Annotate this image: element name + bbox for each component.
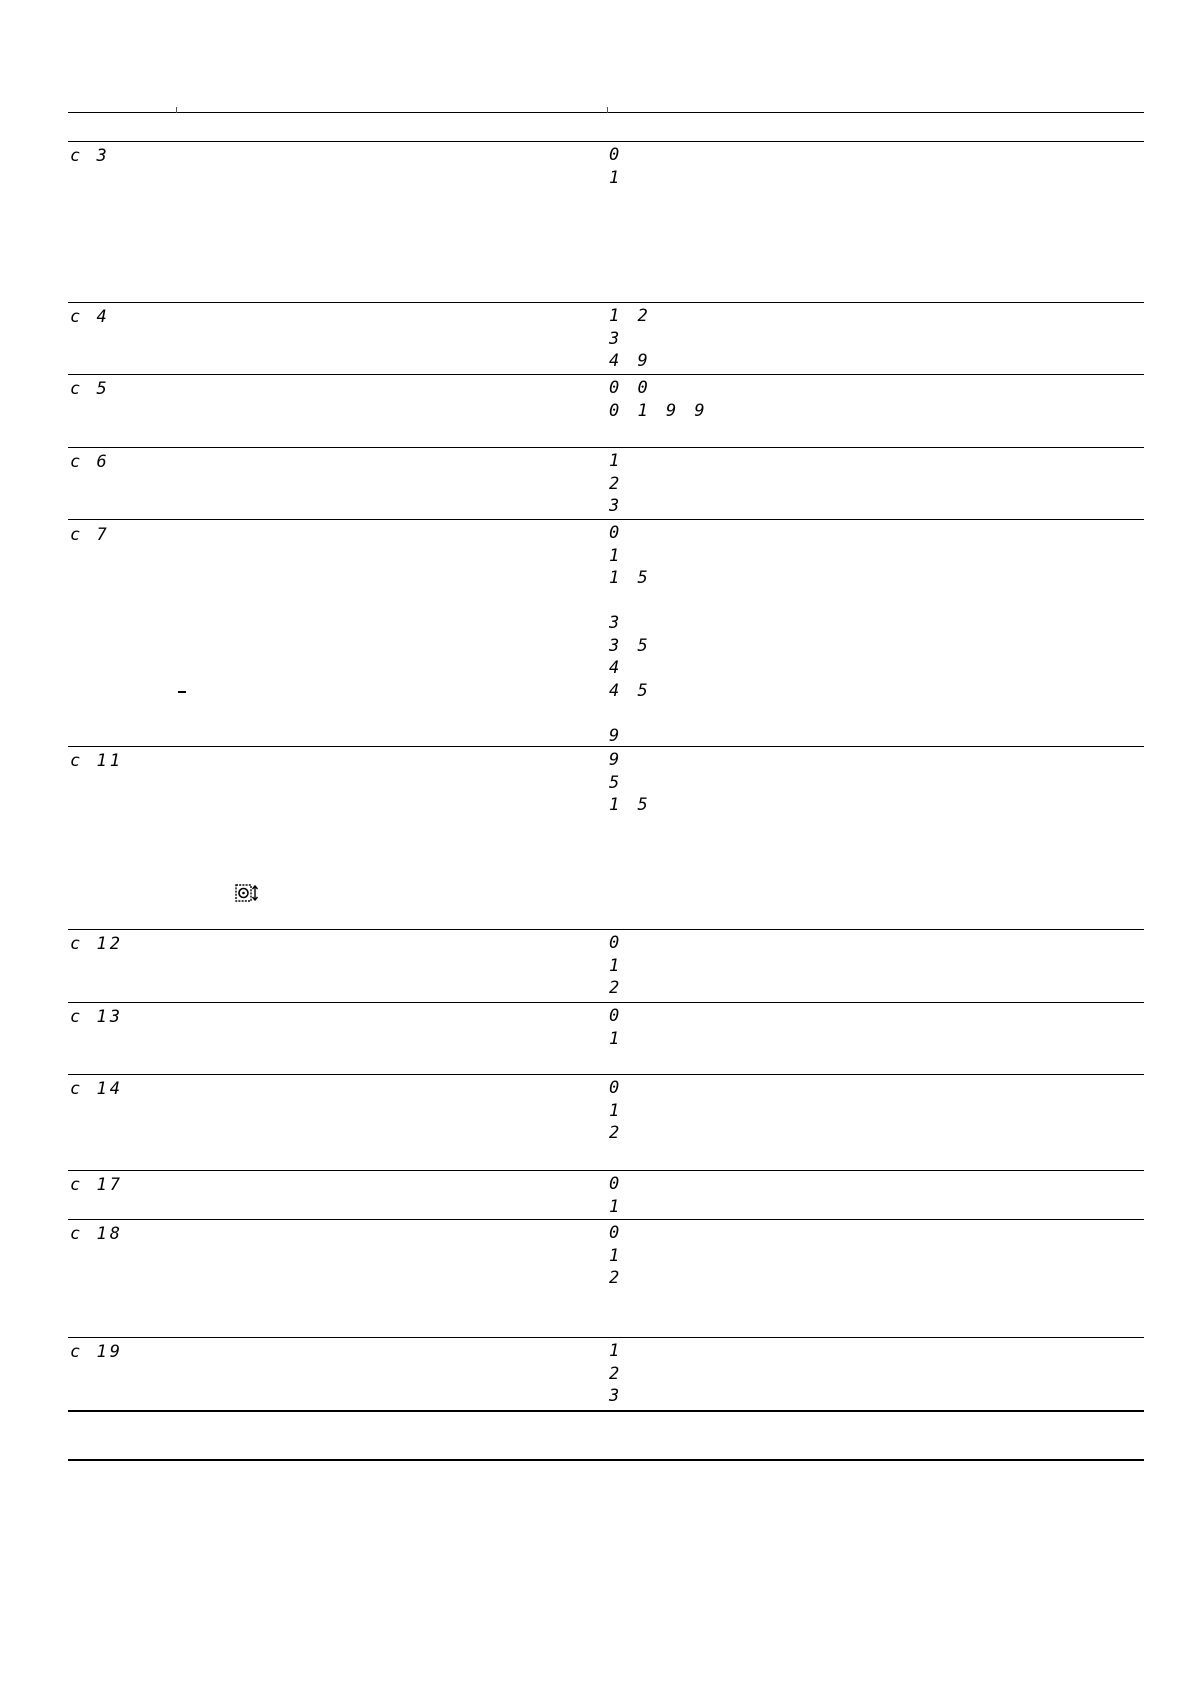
setting-value-spacer [609, 702, 652, 725]
setting-value: 0 [609, 933, 624, 953]
setting-values [609, 1222, 623, 1290]
header-column-tick [176, 107, 177, 113]
row-divider [68, 519, 1144, 520]
setting-values [609, 1005, 623, 1050]
setting-value: 9 [609, 750, 624, 770]
rotating-plate-updown-icon [235, 884, 259, 902]
setting-value: 1 2 [609, 306, 652, 326]
row-divider [68, 746, 1144, 747]
setting-value: 4 [609, 658, 624, 678]
setting-value: 0 [609, 1223, 624, 1243]
setting-code: c 6 [70, 452, 110, 472]
setting-value: 1 [609, 545, 624, 566]
setting-value: 1 [609, 451, 624, 471]
setting-values [609, 522, 652, 747]
setting-value: 5 [609, 772, 624, 793]
setting-value: 2 [609, 1268, 624, 1288]
setting-value: 3 [609, 1386, 624, 1406]
setting-value: 0 [609, 145, 624, 165]
setting-value: 1 5 [609, 795, 652, 815]
setting-code: c 3 [70, 146, 110, 166]
setting-values [609, 1173, 623, 1218]
setting-value: 1 [609, 1196, 624, 1217]
setting-code: c 13 [70, 1007, 123, 1027]
row-divider [68, 1219, 1144, 1220]
setting-value: 0 [609, 1006, 624, 1026]
row-divider [68, 447, 1144, 448]
setting-values [609, 450, 623, 518]
row-divider [68, 929, 1144, 930]
setting-value: 4 9 [609, 351, 652, 371]
setting-code: c 19 [70, 1342, 123, 1362]
setting-code: c 7 [70, 525, 110, 545]
table-header-bottom-rule [68, 141, 1144, 142]
setting-value: 1 [609, 1245, 624, 1266]
setting-value: 2 [609, 978, 624, 998]
dash-symbol [178, 691, 186, 693]
setting-value: 0 [609, 523, 624, 543]
setting-code: c 14 [70, 1079, 123, 1099]
row-divider [68, 1002, 1144, 1003]
setting-value: 1 [609, 955, 624, 976]
setting-values [609, 305, 652, 373]
setting-value: 9 [609, 725, 624, 746]
setting-code: c 17 [70, 1175, 123, 1195]
setting-value: 3 [609, 496, 624, 516]
setting-values [609, 144, 623, 189]
setting-values [609, 377, 709, 422]
setting-value: 0 [609, 1174, 624, 1194]
table-header-top-rule [68, 112, 1144, 113]
setting-code: c 5 [70, 379, 110, 399]
setting-values [609, 932, 623, 1000]
setting-value: 1 [609, 1341, 624, 1361]
setting-value: 2 [609, 1123, 624, 1143]
setting-code: c 12 [70, 934, 123, 954]
setting-value: 3 [609, 613, 624, 633]
setting-values [609, 1077, 623, 1145]
setting-value: 0 0 [609, 378, 652, 398]
setting-value: 3 [609, 328, 624, 349]
setting-value: 1 5 [609, 568, 652, 588]
setting-value: 0 1 9 9 [609, 400, 709, 421]
setting-value: 2 [609, 473, 624, 494]
setting-value: 4 5 [609, 680, 652, 701]
setting-values [609, 1340, 623, 1408]
setting-value: 1 [609, 167, 624, 188]
setting-value: 1 [609, 1028, 624, 1049]
setting-value-spacer [609, 590, 652, 613]
row-divider [68, 1170, 1144, 1171]
setting-value: 3 5 [609, 635, 652, 656]
row-divider [68, 1337, 1144, 1338]
row-divider [68, 374, 1144, 375]
setting-code: c 4 [70, 307, 110, 327]
row-divider [68, 302, 1144, 303]
row-divider [68, 1074, 1144, 1075]
setting-value: 1 [609, 1100, 624, 1121]
setting-code: c 18 [70, 1224, 123, 1244]
setting-value: 2 [609, 1363, 624, 1384]
setting-values [609, 749, 652, 817]
table-bottom-rule [68, 1410, 1144, 1412]
setting-value: 0 [609, 1078, 624, 1098]
header-column-tick [607, 107, 608, 113]
table-footer-rule [68, 1459, 1144, 1461]
setting-code: c 11 [70, 751, 123, 771]
